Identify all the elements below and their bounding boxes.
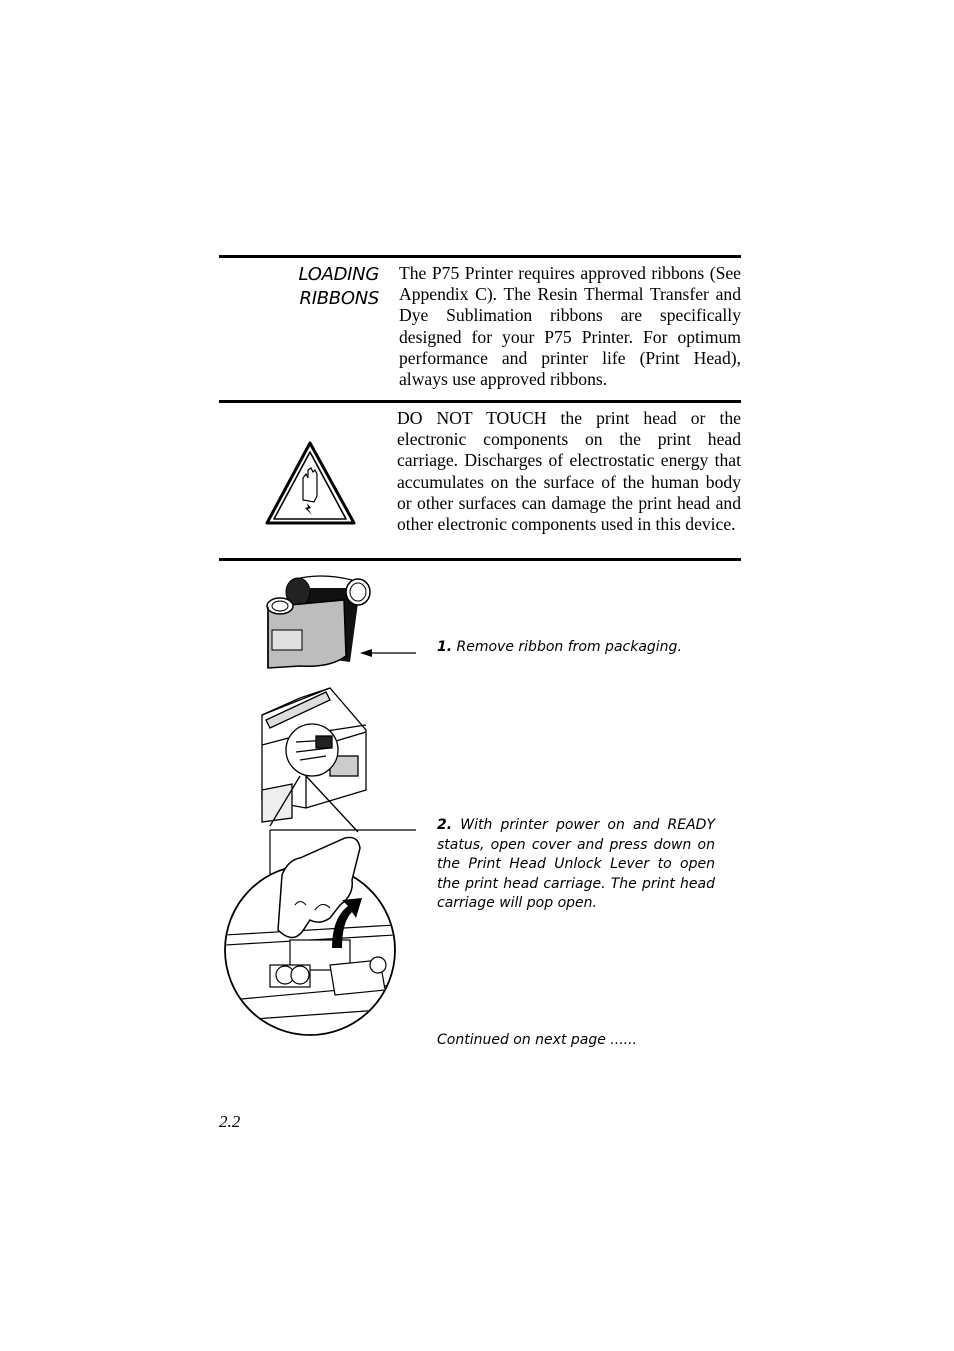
step-2-text: With printer power on and READY status, open cover and press down on the Print Head Unlock Lever to open the print head carriage. The print head carriage will pop open. [437,817,716,912]
heading-line-1: LOADING [298,264,379,285]
ribbon-illustration [267,576,370,668]
step-1-number: 1. [437,639,453,655]
step-1-text: Remove ribbon from packaging. [456,639,682,655]
warning-paragraph: DO NOT TOUCH the print head or the electronic components on the print head carriage. Discharges of electrostatic energy that accumulates on the surface of the human body or other surfaces can damage the print head and other electronic components used in this device. [397,408,741,535]
printer-illustration [262,688,366,832]
step-2-number: 2. [437,817,453,833]
intro-paragraph: The P75 Printer requires approved ribbons (See Appendix C). The Resin Thermal Transfer and Dye Sublimation ribbons are specifically designed for your P75 Printer. For optimum performance and printer life (Print Head), always use approved ribbons. [399,263,741,390]
page-number: 2.2 [219,1112,241,1131]
step1-pointer [360,649,416,657]
print-head-unlock-detail [225,837,395,1035]
electrostatic-warning-icon [267,443,354,523]
step-1 [437,638,715,658]
heading-line-2: RIBBONS [299,288,379,309]
continued-note: Continued on next page ...... [437,1032,638,1048]
step-2 [437,816,715,914]
